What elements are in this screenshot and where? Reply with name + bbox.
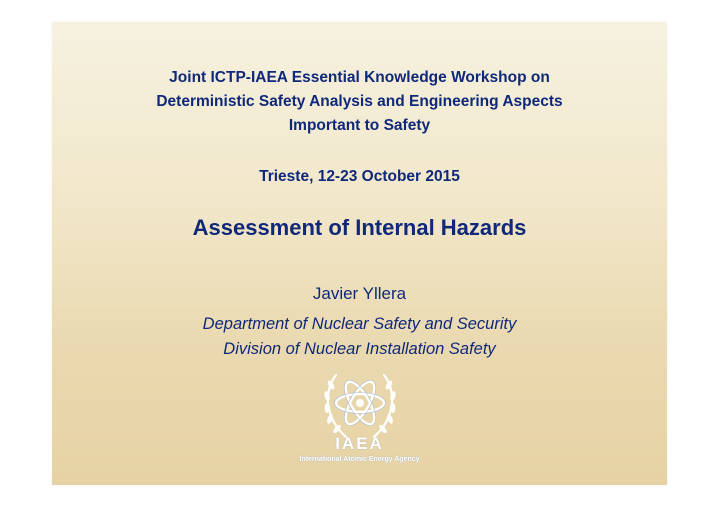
iaea-wordmark: IAEA (335, 434, 384, 453)
workshop-title-line-3: Important to Safety (288, 117, 431, 134)
iaea-full-name: International Atomic Energy Agency (299, 456, 420, 463)
department-name: Department of Nuclear Safety and Security (202, 315, 517, 333)
division-name: Division of Nuclear Installation Safety (223, 340, 496, 358)
author-name: Javier Yllera (312, 284, 407, 303)
workshop-title-line-1: Joint ICTP-IAEA Essential Knowledge Workshop on (169, 69, 550, 86)
place-and-date: Trieste, 12-23 October 2015 (259, 168, 460, 185)
affiliation (52, 312, 667, 362)
title-slide (52, 22, 667, 485)
workshop-title (52, 66, 667, 138)
workshop-title-line-2: Deterministic Safety Analysis and Engineering Aspects (156, 93, 563, 110)
presentation-title: Assessment of Internal Hazards (192, 215, 527, 240)
